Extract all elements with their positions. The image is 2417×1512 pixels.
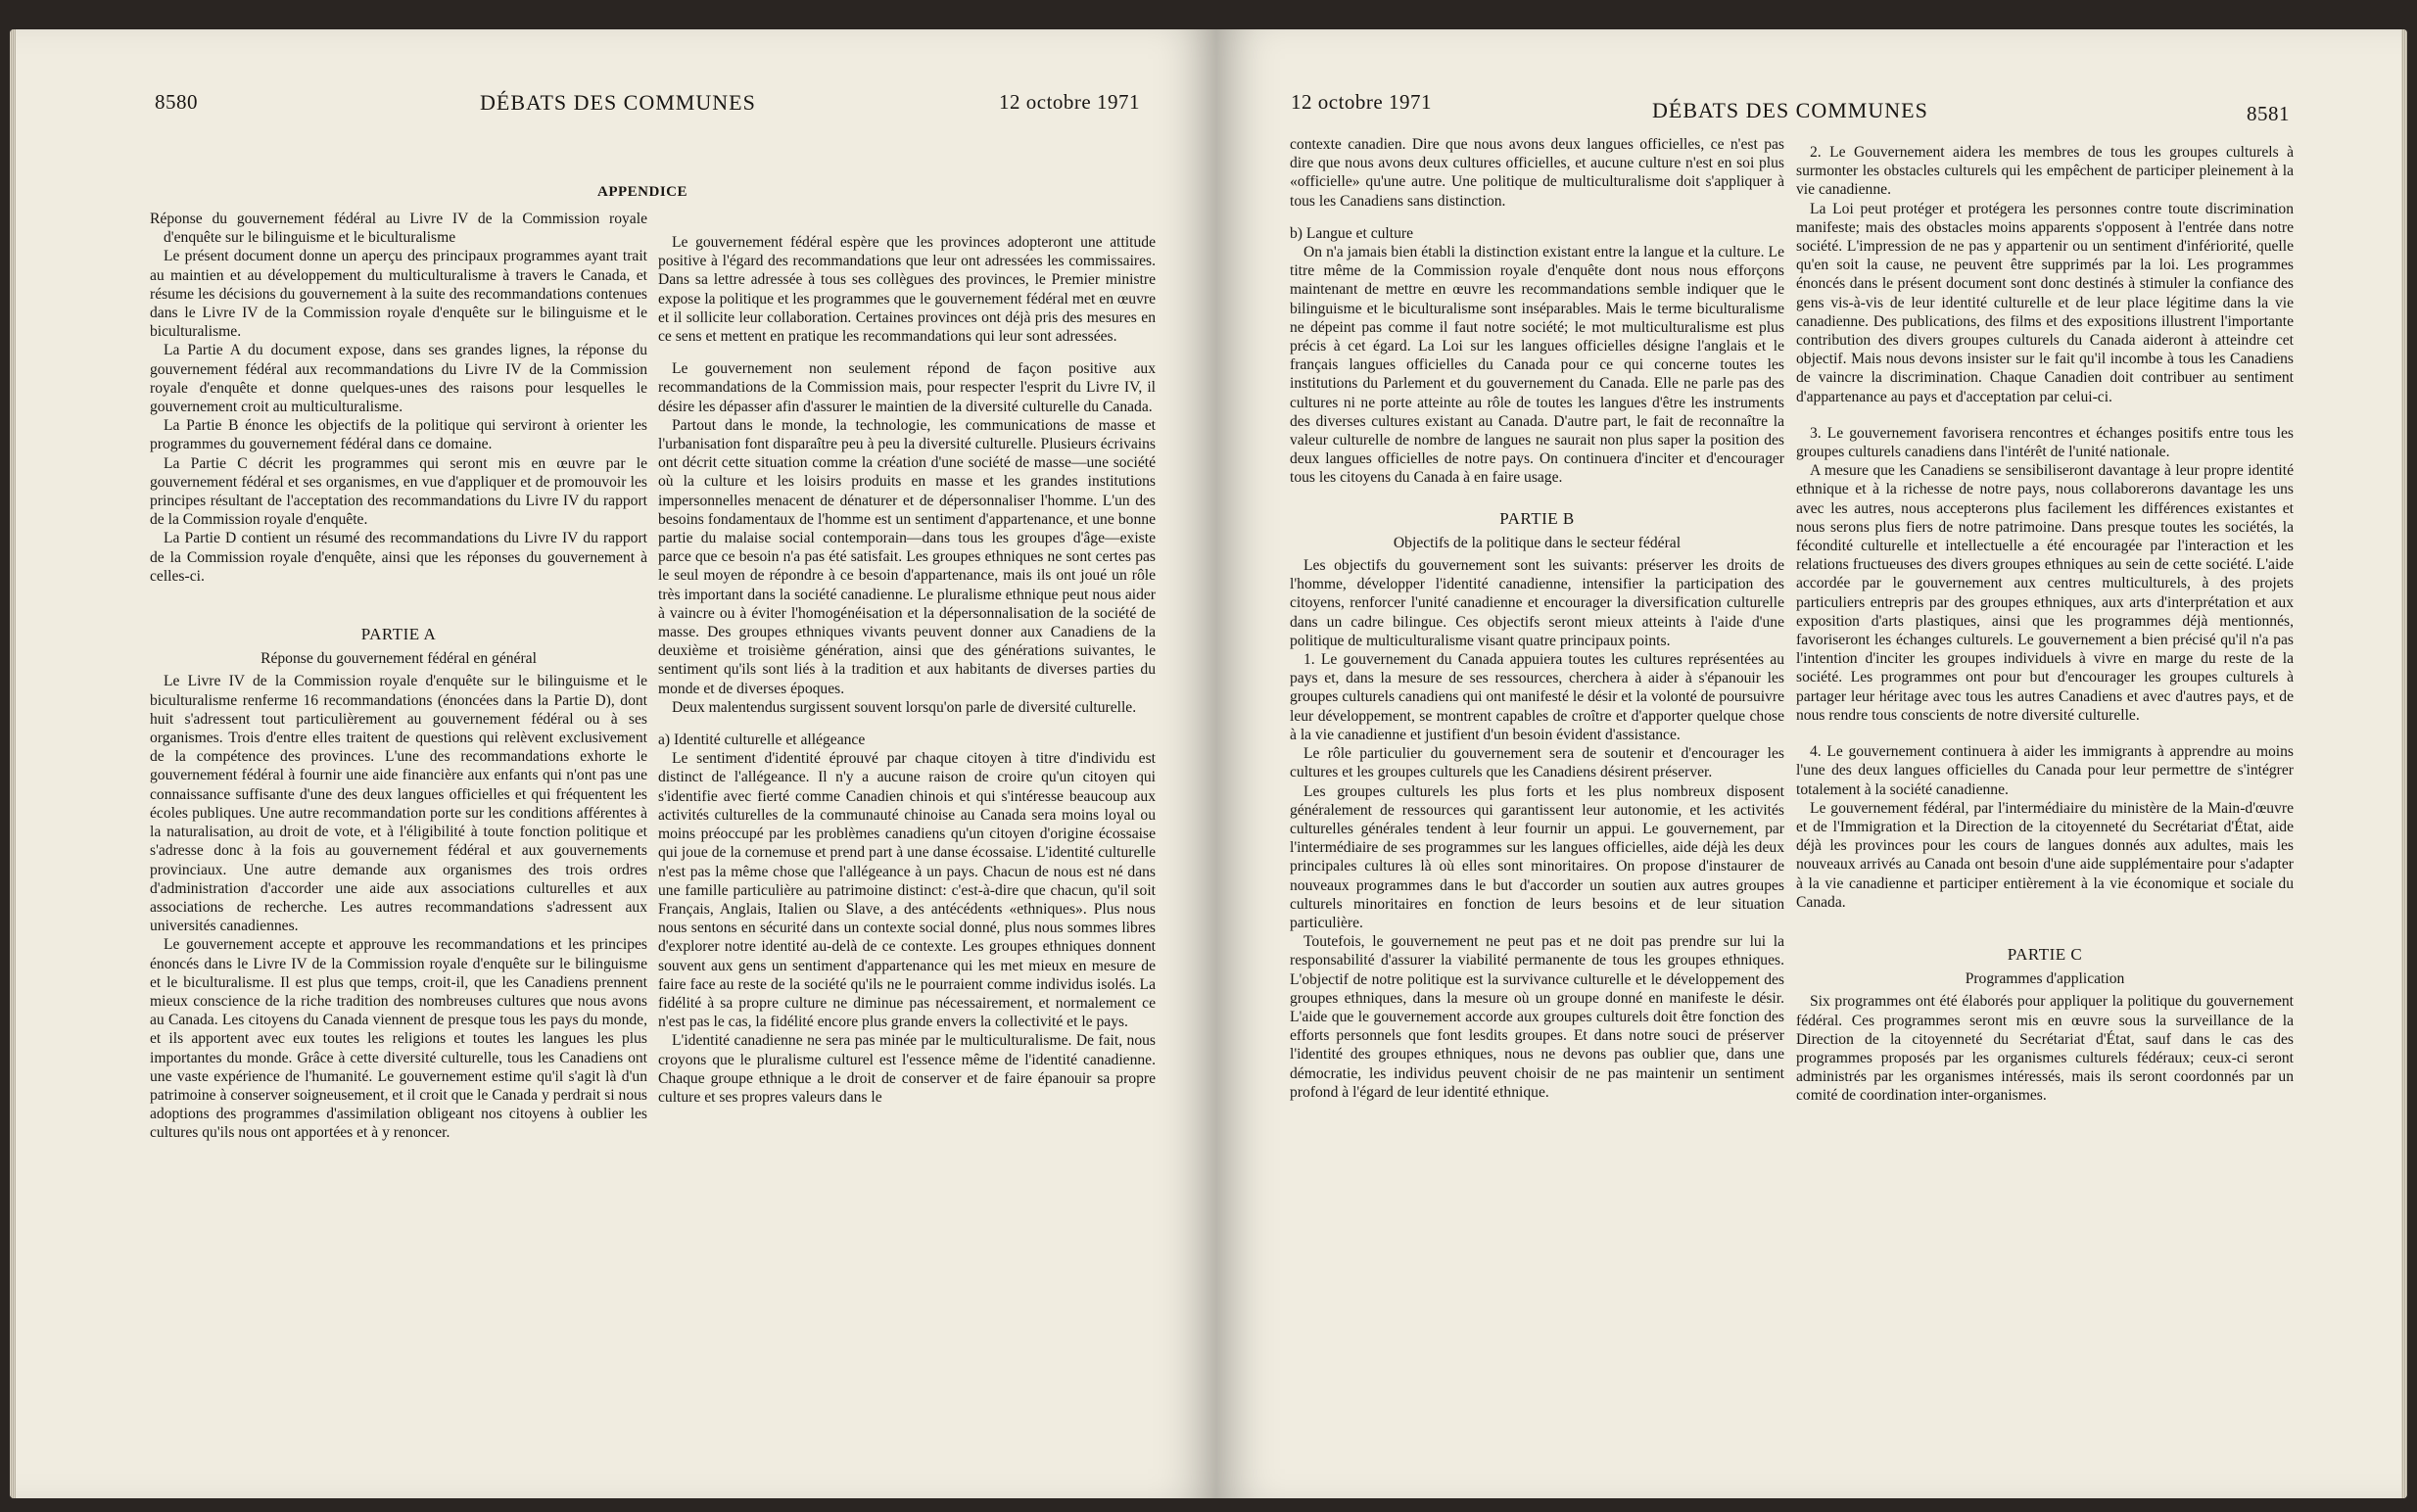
page-date: 12 octobre 1971 [999, 90, 1140, 114]
page-edge [10, 29, 16, 1498]
paragraph: Six programmes ont été élaborés pour appliquer la politique du gouvernement fédéral. Ces programmes seront mis en œuvre sous la surveillance de la Direction de la citoyenneté du Secrétariat d'État, sauf dans le cas des programmes proposés par les organismes culturels fédéraux; ceux-ci seront administrés par les organismes intéressés, mais ils seront coordonnés par un comité de coordination inter-organismes. [1796, 993, 2294, 1105]
paragraph: Le rôle particulier du gouvernement sera de soutenir et d'encourager les cultures et les groupes culturels que les Canadiens désirent préserver. [1290, 745, 1784, 781]
section-subheading: Objectifs de la politique dans le secteur fédéral [1393, 534, 1682, 551]
appendix-title: APPENDICE [597, 184, 688, 200]
page-date: 12 octobre 1971 [1291, 90, 1432, 114]
section-heading-partie-a: PARTIE A [360, 625, 437, 644]
paragraph: 2. Le Gouvernement aidera les membres de tous les groupes culturels à surmonter les obstacles culturels qui les empêchent de participer pleinement à la vie canadienne. [1796, 144, 2294, 199]
right-column-2 [1796, 143, 2294, 1106]
running-title: DÉBATS DES COMMUNES [1652, 98, 1928, 122]
page-number: 8581 [2247, 102, 2290, 125]
paragraph: Toutefois, le gouvernement ne peut pas et ne doit pas prendre sur lui la responsabilité d'assurer la viabilité permanente de tous les groupes ethniques. L'objectif de notre politique est la survivance culturelle et le développement des groupes ethniques, dans la mesure où un groupe donné en manifeste le désir. L'aide que le gouvernement accorde aux groupes culturels doit être fonction des efforts personnels que font lesdits groupes. Et dans notre souci de préserver l'identité des groupes ethniques, nous ne devons pas oublier que, dans une démocratie, les individus peuvent choisir de ne pas maintenir un sentiment profond à l'égard de leur identité ethnique. [1290, 933, 1784, 1101]
paragraph: Le présent document donne un aperçu des principaux programmes ayant trait au maintien et au développement du multiculturalisme à travers le Canada, et résume les décisions du gouvernement à la suite des recommandations contenues dans le Livre IV de la Commission royale d'enquête sur le bilinguisme et le biculturalisme. [150, 248, 647, 341]
left-page [10, 29, 1216, 1498]
paragraph: La Partie B énonce les objectifs de la politique qui serviront à orienter les programmes du gouvernement fédéral dans ce domaine. [150, 417, 647, 453]
paragraph: 3. Le gouvernement favorisera rencontres et échanges positifs entre tous les groupes culturels canadiens dans l'intérêt de l'unité nationale. [1796, 424, 2294, 461]
subsection-heading: a) Identité culturelle et allégeance [658, 732, 866, 749]
paragraph: Deux malentendus surgissent souvent lorsqu'on parle de diversité culturelle. [672, 698, 1137, 716]
paragraph: 4. Le gouvernement continuera à aider les immigrants à apprendre au moins l'une des deux langues officielles du Canada pour leur permettre de s'intégrer totalement à la société canadienne. [1796, 743, 2294, 798]
paragraph: Le sentiment d'identité éprouvé par chaque citoyen à titre d'individu est distinct de l'allégeance. Il n'y a aucune raison de croire qu'un citoyen qui s'identifie avec fierté comme Canadien chinois et qui s'intéresse beaucoup aux activités culturelles de la communauté chinoise au Canada sera moins loyal ou moins préoccupé par les problèmes canadiens qu'un citoyen d'origine écossaise qui joue de la cornemuse et prend part à une danse écossaise. L'identité culturelle n'est pas la même chose que l'allégeance à un pays. Chacun de nous est né dans une famille particulière au patrimoine distinct: c'est-à-dire que chacun, qu'il soit Français, Anglais, Italien ou Slave, a des antécédents «ethniques». Plus nous nous sentons en sécurité dans un contexte social donné, plus nous sommes libres d'explorer notre identité au-delà de ce contexte. Les groupes ethniques donnent souvent aux gens un sentiment d'appartenance qui les met mieux en mesure de faire face au reste de la société qu'ils ne le pourraient comme individus isolés. La fidélité à sa propre culture ne diminue pas nécessairement, et normalement ce n'est pas le cas, la fidélité encore plus grande envers la collectivité et le pays. [658, 750, 1156, 1031]
paragraph: Partout dans le monde, la technologie, les communications de masse et l'urbanisation font disparaître peu à peu la diversité culturelle. Plusieurs écrivains ont décrit cette situation comme la création d'une société de masse—une société où la culture et les loisirs produits en masse et les grandes institutions impersonnelles menacent de dénaturer et de dépersonnaliser l'homme. L'un des besoins fondamentaux de l'homme est un sentiment d'appartenance, et une bonne partie du malaise social contemporain—dans tous les groupes d'âge—existe parce que ce besoin n'a pas été satisfait. Les groupes ethniques ne sont certes pas le seul moyen de répondre à ce besoin d'appartenance, mais ils ont joué un rôle très important dans la société canadienne. Le pluralisme ethnique peut nous aider à vaincre ou à éviter l'homogénéisation et la dépersonnalisation de la société de masse. Des groupes ethniques vivants peuvent donner aux Canadiens de la deuxième et troisième génération, ainsi que des générations suivantes, le sentiment qu'ils sont liés à la tradition et aux habitants de diverses parties du monde et de diverses époques. [658, 416, 1156, 697]
paragraph: La Loi peut protéger et protégera les personnes contre toute discrimination manifeste; mais des obstacles moins apparents s'opposent à l'entrée dans notre société. L'impression de ne pas y appartenir ou un sentiment d'infériorité, quelle qu'en soit la cause, ne peuvent être supprimés par la loi. Les programmes énoncés dans le présent document sont donc destinés à stimuler la confiance des gens vis-à-vis de leur identité culturelle et de leur place légitime dans la vie canadienne. Des publications, des films et des expositions illustrent l'importante contribution des divers groupes culturels du Canada aideront à atteindre cet objectif. Mais nous devons insister sur le fait qu'il incombe à tous les Canadiens de vaincre la discrimination. Chaque Canadien doit contribuer au sentiment d'appartenance au pays et d'acceptation par celui-ci. [1796, 200, 2294, 405]
paragraph: Le gouvernement fédéral espère que les provinces adopteront une attitude positive à l'égard des recommandations que leur ont adressées les commissaires. Dans sa lettre adressée à tous ses collègues des provinces, le Premier ministre expose la politique et les programmes que le gouvernement fédéral met en œuvre et il sollicite leur collaboration. Certaines provinces ont déjà pris des mesures en ce sens et mettent en pratique les recommandations qui leur sont adressées. [658, 234, 1156, 346]
paragraph: Le Livre IV de la Commission royale d'enquête sur le bilinguisme et le biculturalisme renferme 16 recommandations (énoncées dans la Partie D), dont huit s'adressent tout particulièrement au gouvernement fédéral ou à ses organismes. Trois d'entre elles traitent de questions qui relèvent exclusivement de la compétence des provinces. L'une des recommandations exhorte le gouvernement fédéral à fournir une aide financière aux enfants qui n'ont pas une connaissance suffisante d'une des deux langues officielles et qui fréquentent les écoles publiques. Une autre recommandation porte sur les conditions afférentes à la naturalisation, au droit de vote, et à l'éligibilité à toute fonction politique et s'adresse donc à la fois au gouvernement fédéral et aux gouvernements provinciaux. Une autre demande aux organismes des trois ordres d'administration d'accorder une aide aux associations culturelles et aux associations de recherche. Les autres recommandations s'adressent aux universités canadiennes. [150, 673, 647, 935]
section-subheading: Réponse du gouvernement fédéral en général [261, 650, 537, 668]
paragraph: Le gouvernement non seulement répond de façon positive aux recommandations de la Commission mais, pour respecter l'esprit du Livre IV, il désire les dépasser afin d'assurer le maintien de la diversité culturelle du Canada. [658, 360, 1156, 415]
paragraph: On n'a jamais bien établi la distinction existant entre la langue et la culture. Le titre même de la Commission royale d'enquête dont nous nous efforçons maintenant de mettre en œuvre les recommandations semble indiquer que le bilinguisme et le biculturalisme sont inséparables. Mais le terme biculturalisme ne dépeint pas comme il faut notre société; le mot multiculturalisme est plus précis à cet égard. La Loi sur les langues officielles désigne l'anglais et le français langues officielles du Canada pour ce qui concerne toutes les institutions du Parlement et du gouvernement du Canada. Elle ne parle pas des cultures ni ne porte atteinte au rôle de toutes les langues d'être les instruments des diverses cultures existant au Canada. D'autre part, le fait de reconnaître la valeur culturelle de nombre de langues ne saurait non plus saper la position des deux langues officielles de notre pays. On continuera d'inciter et d'encourager tous les citoyens du Canada à en faire usage. [1290, 244, 1784, 487]
running-title: DÉBATS DES COMMUNES [480, 90, 756, 115]
right-page [1216, 29, 2407, 1498]
paragraph: Le gouvernement accepte et approuve les recommandations et les principes énoncés dans le Livre IV de la Commission royale d'enquête sur le bilinguisme et le biculturalisme. Il est plus que temps, croit-il, que les Canadiens prennent mieux conscience de la riche tradition des nombreuses cultures que nous avons au Canada. Les citoyens du Canada viennent de presque tous les pays du monde, et ils apportent avec eux toutes les religions et toutes les langues les plus importantes du monde. Grâce à cette diversité culturelle, tous les Canadiens ont une vaste expérience de l'humanité. Le gouvernement estime qu'il s'agit là d'un patrimoine à conserver soigneusement, et il croit que le Canada y perdrait si nous adoptions des programmes d'assimilation obligeant nos citoyens à oublier les cultures qu'ils nous ont apportées et à y renoncer. [150, 936, 647, 1142]
page-edge [2401, 29, 2407, 1498]
paragraph: 1. Le gouvernement du Canada appuiera toutes les cultures représentées au pays et, dans la mesure de ses ressources, cherchera à aider à s'épanouir les groupes culturels canadiens qui ont manifesté le désir et la volonté de poursuivre leur développement, se montrent capables de croître et d'apporter quelque chose à la vie canadienne et justifient d'un besoin évident d'assistance. [1290, 651, 1784, 743]
paragraph: Le gouvernement fédéral, par l'intermédiaire du ministère de la Main-d'œuvre et de l'Immigration et la Direction de la citoyenneté du Secrétariat d'État, aide déjà les provinces pour les cours de langues donnés aux adultes, mais les nouveaux arrivés au Canada ont besoin d'une aide supplémentaire pour s'adapter à la vie canadienne et participer entièrement à la vie économique et sociale du Canada. [1796, 799, 2294, 911]
paragraph: La Partie A du document expose, dans ses grandes lignes, la réponse du gouvernement fédéral aux recommandations du Livre IV de la Commission royale d'enquête et donne quelques-unes des raisons pour lesquelles le gouvernement croit au multiculturalisme. [150, 342, 647, 416]
section-subheading: Programmes d'application [1965, 970, 2125, 988]
paragraph: L'identité canadienne ne sera pas minée par le multiculturalisme. De fait, nous croyons que le pluralisme culturel est l'essence même de l'identité canadienne. Chaque groupe ethnique a le droit de conserver et de faire épanouir sa propre culture et ses propres valeurs dans le [658, 1032, 1156, 1106]
subsection-heading: b) Langue et culture [1290, 224, 1413, 242]
paragraph: Réponse du gouvernement fédéral au Livre IV de la Commission royale d'enquête sur le bilinguisme et le biculturalisme [150, 211, 647, 247]
paragraph: La Partie D contient un résumé des recommandations du Livre IV du rapport de la Commission royale d'enquête, ainsi que les réponses du gouvernement à celles-ci. [150, 530, 647, 585]
paragraph: La Partie C décrit les programmes qui seront mis en œuvre par le gouvernement fédéral et ses organismes, en vue d'appliquer et de promouvoir les principes résultant de l'acceptation des recommandations du Livre IV du rapport de la Commission royale d'enquête. [150, 454, 647, 529]
section-heading-partie-b: PARTIE B [1499, 508, 1575, 528]
left-column-1 [150, 210, 647, 1143]
left-column-2 [658, 233, 1156, 1107]
paragraph: Les objectifs du gouvernement sont les suivants: préserver les droits de l'homme, développer l'identité canadienne, intensifier la participation des citoyens, renforcer l'unité canadienne et encourager la diversification culturelle dans un cadre bilingue. Ces objectifs seront mieux atteints à l'aide d'une politique de multiculturalisme visant quatre principaux points. [1290, 557, 1784, 649]
section-heading-partie-c: PARTIE C [2007, 944, 2083, 964]
paragraph: A mesure que les Canadiens se sensibiliseront davantage à leur propre identité ethnique et à la richesse de notre pays, nous collaborerons davantage les uns avec les autres, nous accepterons plus facilement les différences existantes et nous serons plus fiers de notre patrimoine. Dans presque toutes les sociétés, la fécondité culturelle et intellectuelle a été encouragée par l'interaction et les relations fructueuses des divers groupes ethniques au sein de cette société. L'aide accordée par le gouvernement aux centres multiculturels, à des projets particuliers entrepris par des groupes ethniques, aux arts d'interprétation et aux exposition d'arts plastiques, ainsi que les programmes déjà mentionnés, favoriseront les échanges culturels. Le gouvernement a bien précisé qu'il n'a pas l'intention d'inciter les groupes individuels à vivre en marge du reste de la société. Les programmes ont pour but d'encourager les groupes culturels à partager leur héritage avec tous les autres Canadiens et avec d'autres pays, et de nous rendre tous conscients de notre diversité culturelle. [1796, 462, 2294, 724]
paragraph: contexte canadien. Dire que nous avons deux langues officielles, ce n'est pas dire que nous avons deux cultures officielles, et aucune culture n'est en soi plus «officielle» qu'une autre. Une politique de multiculturalisme doit s'appliquer à tous les Canadiens sans distinction. [1290, 136, 1784, 210]
paragraph: Les groupes culturels les plus forts et les plus nombreux disposent généralement de ressources qui garantissent leur autonomie, et les activités culturelles générales tendent à leur fournir un appui. Le gouvernement, par l'intermédiaire de ses programmes sur les langues officielles, aide déjà les deux principales cultures là où elles sont minoritaires. On propose d'instaurer de nouveaux programmes dans le but d'accorder un soutien aux autres groupes culturels minoritaires en fonction de leurs besoins et de leur situation particulière. [1290, 782, 1784, 931]
page-number: 8580 [155, 90, 198, 114]
right-column-1 [1290, 135, 1784, 1102]
